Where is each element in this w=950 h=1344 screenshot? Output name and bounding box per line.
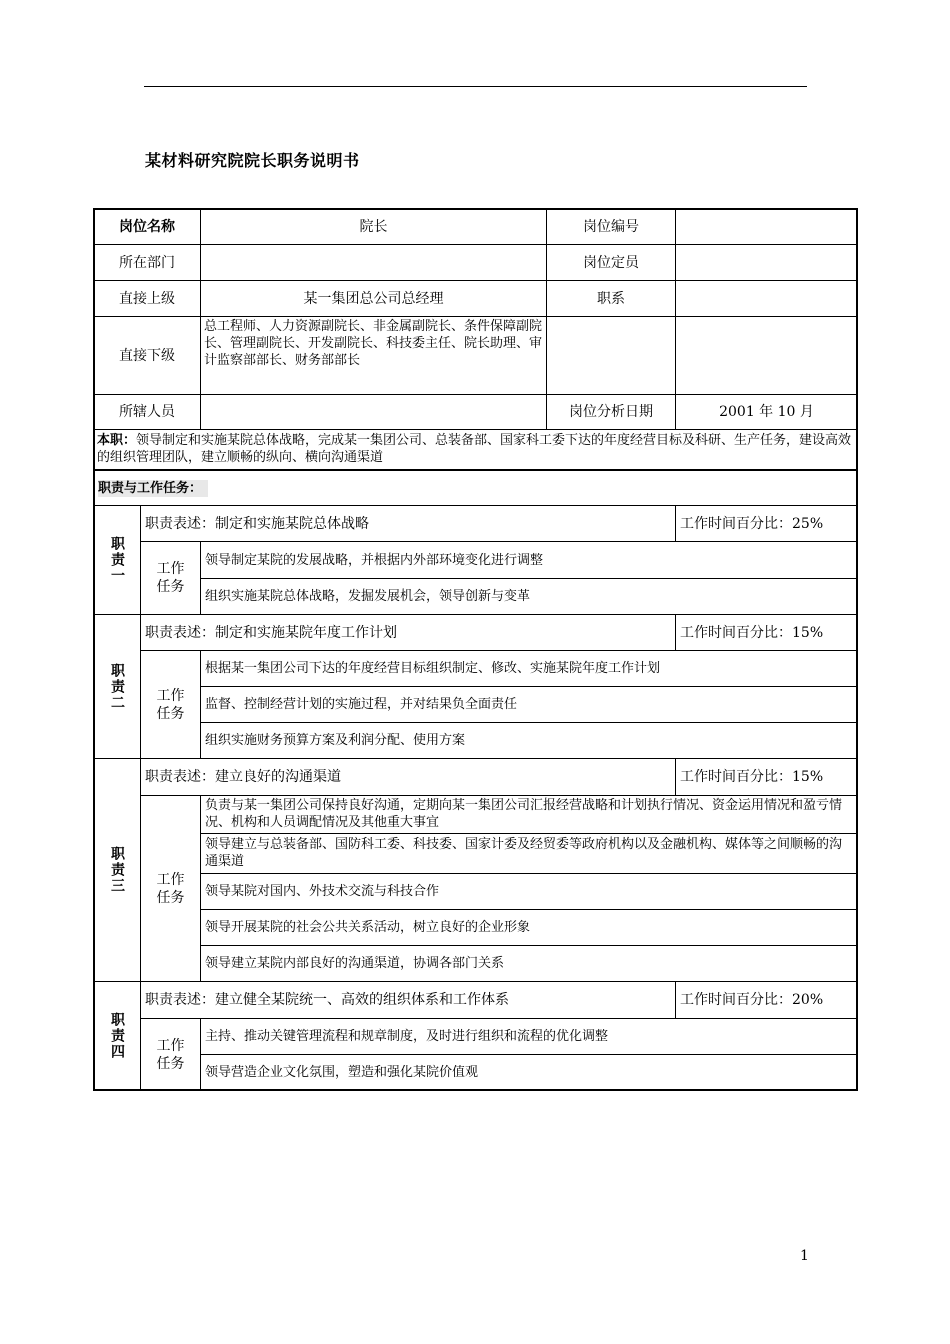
headcount-value	[675, 244, 858, 281]
tasks-label-text: 工作任务	[156, 561, 185, 595]
staff-value	[200, 394, 547, 430]
responsibilities-header-text: 职责与工作任务：	[98, 480, 208, 497]
responsibilities-header	[93, 470, 858, 506]
responsibility-3-task-1: 负责与某一集团公司保持良好沟通，定期向某一集团公司汇报经营战略和计划执行情况、资金运用情况和盈亏情况、机构和人员调配情况及其他重大事宜	[200, 795, 858, 834]
page-number: 1	[800, 1248, 809, 1264]
responsibility-4-description: 职责表述：建立健全某院统一、高效的组织体系和工作体系	[140, 981, 676, 1019]
duty-summary	[93, 429, 858, 471]
position-name-label: 岗位名称	[93, 208, 201, 245]
responsibility-3-label-cell	[93, 758, 141, 982]
responsibility-3-label: 职责三	[109, 846, 125, 894]
responsibility-3-task-3: 领导某院对国内、外技术交流与科技合作	[200, 873, 858, 910]
responsibility-1-tasks-label	[140, 541, 201, 615]
header-rule	[144, 86, 807, 87]
responsibility-4-task-2: 领导营造企业文化氛围，塑造和强化某院价值观	[200, 1054, 858, 1091]
analysis-date-label: 岗位分析日期	[546, 394, 676, 430]
responsibility-1-task-2: 组织实施某院总体战略，发掘发展机会，领导创新与变革	[200, 578, 858, 615]
position-code-label: 岗位编号	[546, 208, 676, 245]
responsibility-1-time: 工作时间百分比：25%	[675, 505, 858, 542]
subordinates-value: 总工程师、人力资源副院长、非金属副院长、条件保障副院长、管理副院长、开发副院长、科技委主任、院长助理、审计监察部部长、财务部部长	[200, 316, 547, 395]
job-family-value	[675, 280, 858, 317]
responsibility-3-time: 工作时间百分比：15%	[675, 758, 858, 796]
responsibility-2-label-cell	[93, 614, 141, 759]
responsibility-4-label: 职责四	[109, 1012, 125, 1060]
headcount-label: 岗位定员	[546, 244, 676, 281]
responsibility-1-description: 职责表述：制定和实施某院总体战略	[140, 505, 676, 542]
responsibility-1-label-cell	[93, 505, 141, 615]
superior-label: 直接上级	[93, 280, 201, 317]
responsibility-2-tasks-label	[140, 650, 201, 759]
staff-label: 所辖人员	[93, 394, 201, 430]
subordinates-empty-2	[675, 316, 858, 395]
responsibility-3-task-4: 领导开展某院的社会公共关系活动，树立良好的企业形象	[200, 909, 858, 946]
responsibility-4-label-cell	[93, 981, 141, 1091]
responsibility-2-description: 职责表述：制定和实施某院年度工作计划	[140, 614, 676, 651]
responsibility-3-tasks-label	[140, 795, 201, 982]
responsibility-4-tasks-label	[140, 1018, 201, 1091]
responsibility-1-label: 职责一	[109, 536, 125, 584]
page-title: 某材料研究院院长职务说明书	[145, 151, 360, 170]
job-family-label: 职系	[546, 280, 676, 317]
responsibility-3-task-2: 领导建立与总装备部、国防科工委、科技委、国家计委及经贸委等政府机构以及金融机构、媒体等之间顺畅的沟通渠道	[200, 833, 858, 874]
department-label: 所在部门	[93, 244, 201, 281]
tasks-label-text: 工作任务	[156, 871, 185, 906]
duty-label: 本职：	[97, 433, 137, 448]
responsibility-2-task-2: 监督、控制经营计划的实施过程，并对结果负全面责任	[200, 686, 858, 723]
responsibility-3-task-5: 领导建立某院内部良好的沟通渠道，协调各部门关系	[200, 945, 858, 982]
position-code-value	[675, 208, 858, 245]
responsibility-2-time: 工作时间百分比：15%	[675, 614, 858, 651]
department-value	[200, 244, 547, 281]
tasks-label-text: 工作任务	[156, 687, 185, 722]
responsibility-1-task-1: 领导制定某院的发展战略，并根据内外部环境变化进行调整	[200, 541, 858, 579]
analysis-date-value: 2001 年 10 月	[675, 394, 858, 430]
responsibility-2-label: 职责二	[109, 662, 125, 711]
responsibility-2-task-3: 组织实施财务预算方案及利润分配、使用方案	[200, 722, 858, 759]
responsibility-2-task-1: 根据某一集团公司下达的年度经营目标组织制定、修改、实施某院年度工作计划	[200, 650, 858, 687]
tasks-label-text: 工作任务	[156, 1037, 185, 1072]
responsibility-4-time: 工作时间百分比：20%	[675, 981, 858, 1019]
position-name-value: 院长	[200, 208, 547, 245]
subordinates-label: 直接下级	[93, 316, 201, 395]
duty-text: 领导制定和实施某院总体战略，完成某一集团公司、总装备部、国家科工委下达的年度经营目标及科研、生产任务，建设高效的组织管理团队，建立顺畅的纵向、横向沟通渠道	[97, 433, 852, 465]
subordinates-empty-1	[546, 316, 676, 395]
responsibility-3-description: 职责表述：建立良好的沟通渠道	[140, 758, 676, 796]
superior-value: 某一集团总公司总经理	[200, 280, 547, 317]
responsibility-4-task-1: 主持、推动关键管理流程和规章制度，及时进行组织和流程的优化调整	[200, 1018, 858, 1055]
